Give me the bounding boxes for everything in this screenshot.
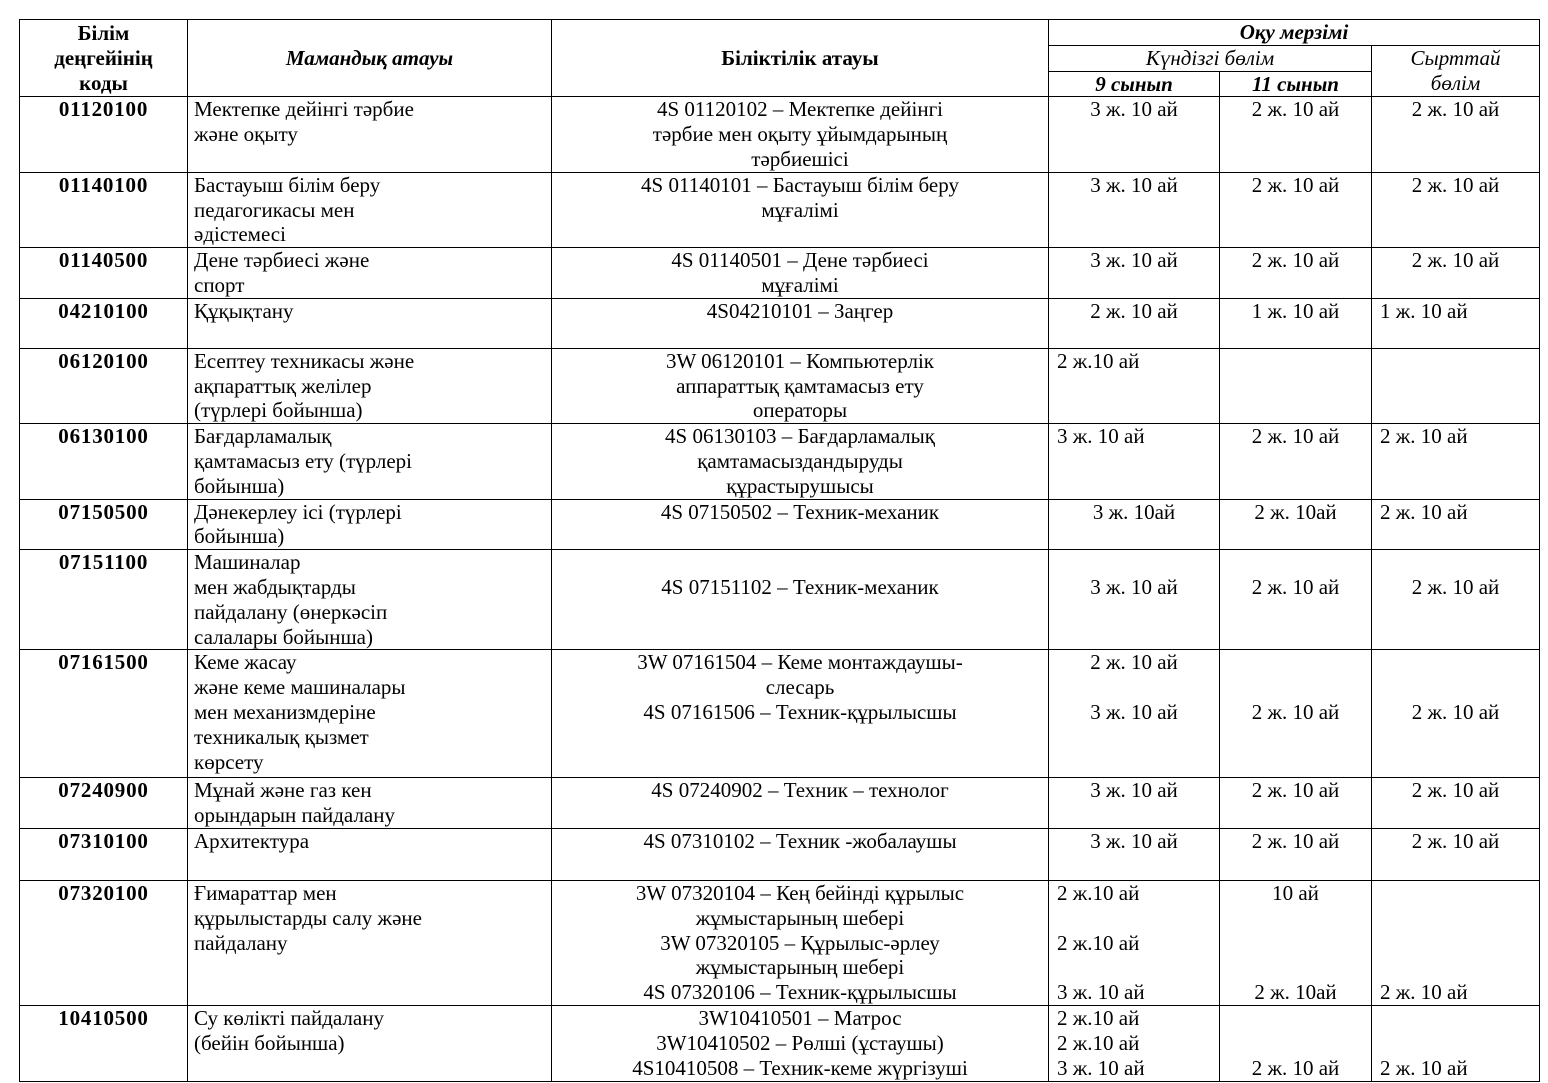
table-row	[20, 650, 1540, 778]
row-grade11-duration: 2 ж. 10 ай	[1220, 828, 1372, 880]
row-grade9-duration: 3 ж. 10 ай	[1049, 828, 1220, 880]
table-row	[20, 298, 1540, 348]
row-parttime-duration: 2 ж. 10 ай	[1372, 499, 1540, 550]
row-grade11-duration	[1220, 348, 1372, 423]
row-qualification: 4S 07150502 – Техник-механик	[552, 499, 1049, 550]
row-qualification: 3W 07320104 – Кең бейінді құрылыс жұмыстарының шебері 3W 07320105 – Құрылыс-әрлеу жұмыстарының шебері 4S 07320106 – Техник-құрылысшы	[552, 880, 1049, 1005]
row-qualification: 3W10410501 – Матрос 3W10410502 – Рөлші (ұстаушы) 4S10410508 – Техник-кеме жүргізуші	[552, 1005, 1049, 1081]
row-parttime-duration: 2 ж. 10 ай	[1372, 424, 1540, 499]
row-code: 06120100	[20, 348, 188, 423]
header-grade11: 11 сынып	[1220, 71, 1372, 97]
row-code: 01140100	[20, 172, 188, 247]
row-parttime-duration: 2 ж. 10 ай	[1372, 248, 1540, 299]
table-row	[20, 828, 1540, 880]
row-code: 07150500	[20, 499, 188, 550]
row-code: 07240900	[20, 778, 188, 829]
row-grade9-duration: 2 ж.10 ай	[1049, 348, 1220, 423]
header-code: Білім деңгейінің коды	[20, 20, 188, 97]
row-code: 07161500	[20, 650, 188, 778]
row-code: 01120100	[20, 97, 188, 172]
row-specialty: Архитектура	[188, 828, 552, 880]
row-qualification: 4S 07240902 – Техник – технолог	[552, 778, 1049, 829]
row-grade9-duration: 3 ж. 10ай	[1049, 499, 1220, 550]
row-specialty: Дәнекерлеу ісі (түрлері бойынша)	[188, 499, 552, 550]
row-parttime-duration: 2 ж. 10 ай	[1372, 1005, 1540, 1081]
row-code: 10410500	[20, 1005, 188, 1081]
row-specialty: Құқықтану	[188, 298, 552, 348]
row-specialty: Есептеу техникасы және ақпараттық желілер (түрлері бойынша)	[188, 348, 552, 423]
row-code: 07320100	[20, 880, 188, 1005]
row-grade9-duration: 3 ж. 10 ай	[1049, 97, 1220, 172]
row-code: 07151100	[20, 550, 188, 650]
header-grade9: 9 сынып	[1049, 71, 1220, 97]
row-grade11-duration: 2 ж. 10 ай	[1220, 550, 1372, 650]
row-qualification: 4S 06130103 – Бағдарламалық қамтамасыздандыруды құрастырушысы	[552, 424, 1049, 499]
row-qualification: 3W 06120101 – Компьютерлік аппараттық қамтамасыз ету операторы	[552, 348, 1049, 423]
row-specialty: Бағдарламалық қамтамасыз ету (түрлері бойынша)	[188, 424, 552, 499]
row-grade11-duration: 2 ж. 10 ай	[1220, 778, 1372, 829]
row-parttime-duration: 2 ж. 10 ай	[1372, 550, 1540, 650]
row-grade9-duration: 3 ж. 10 ай	[1049, 248, 1220, 299]
row-code: 04210100	[20, 298, 188, 348]
row-grade11-duration: 2 ж. 10 ай	[1220, 424, 1372, 499]
table-row	[20, 348, 1540, 423]
row-grade11-duration: 10 ай 2 ж. 10ай	[1220, 880, 1372, 1005]
row-specialty: Мектепке дейінгі тәрбие және оқыту	[188, 97, 552, 172]
row-parttime-duration: 2 ж. 10 ай	[1372, 828, 1540, 880]
row-specialty: Мұнай және газ кен орындарын пайдалану	[188, 778, 552, 829]
row-specialty: Бастауыш білім беру педагогикасы мен әдістемесі	[188, 172, 552, 247]
row-specialty: Машиналар мен жабдықтарды пайдалану (өнеркәсіп салалары бойынша)	[188, 550, 552, 650]
row-qualification: 4S 01140501 – Дене тәрбиесі мұғалімі	[552, 248, 1049, 299]
row-qualification: 4S04210101 – Заңгер	[552, 298, 1049, 348]
row-grade11-duration: 2 ж. 10 ай	[1220, 172, 1372, 247]
row-parttime-duration	[1372, 348, 1540, 423]
row-qualification: 4S 07151102 – Техник-механик	[552, 550, 1049, 650]
row-grade11-duration: 2 ж. 10ай	[1220, 499, 1372, 550]
row-parttime-duration: 2 ж. 10 ай	[1372, 172, 1540, 247]
specialties-table	[19, 19, 1540, 1082]
row-grade11-duration: 2 ж. 10 ай	[1220, 1005, 1372, 1081]
row-code: 07310100	[20, 828, 188, 880]
row-qualification: 4S 01120102 – Мектепке дейінгі тәрбие мен оқыту ұйымдарының тәрбиешісі	[552, 97, 1049, 172]
table-row	[20, 1005, 1540, 1081]
table-row	[20, 172, 1540, 247]
table-row	[20, 550, 1540, 650]
row-grade11-duration: 2 ж. 10 ай	[1220, 97, 1372, 172]
row-grade9-duration: 3 ж. 10 ай	[1049, 550, 1220, 650]
row-grade9-duration: 2 ж.10 ай 2 ж.10 ай 3 ж. 10 ай	[1049, 880, 1220, 1005]
row-code: 01140500	[20, 248, 188, 299]
row-grade9-duration: 3 ж. 10 ай	[1049, 172, 1220, 247]
row-specialty: Дене тәрбиесі және спорт	[188, 248, 552, 299]
row-parttime-duration: 2 ж. 10 ай	[1372, 650, 1540, 778]
table-row	[20, 97, 1540, 172]
row-grade11-duration: 2 ж. 10 ай	[1220, 248, 1372, 299]
row-grade9-duration: 2 ж.10 ай 2 ж.10 ай 3 ж. 10 ай	[1049, 1005, 1220, 1081]
header-qualification: Біліктілік атауы	[552, 20, 1049, 97]
header-specialty: Мамандық атауы	[188, 20, 552, 97]
row-grade11-duration: 2 ж. 10 ай	[1220, 650, 1372, 778]
table-row	[20, 248, 1540, 299]
row-grade9-duration: 2 ж. 10 ай 3 ж. 10 ай	[1049, 650, 1220, 778]
table-row	[20, 880, 1540, 1005]
row-code: 06130100	[20, 424, 188, 499]
row-grade9-duration: 2 ж. 10 ай	[1049, 298, 1220, 348]
row-grade9-duration: 3 ж. 10 ай	[1049, 778, 1220, 829]
row-qualification: 4S 07310102 – Техник -жобалаушы	[552, 828, 1049, 880]
row-parttime-duration: 1 ж. 10 ай	[1372, 298, 1540, 348]
row-parttime-duration: 2 ж. 10 ай	[1372, 880, 1540, 1005]
row-parttime-duration: 2 ж. 10 ай	[1372, 778, 1540, 829]
row-parttime-duration: 2 ж. 10 ай	[1372, 97, 1540, 172]
row-qualification: 4S 01140101 – Бастауыш білім беру мұғалімі	[552, 172, 1049, 247]
row-grade9-duration: 3 ж. 10 ай	[1049, 424, 1220, 499]
header-fulltime: Күндізгі бөлім	[1049, 45, 1372, 71]
header-study-period: Оқу мерзімі	[1049, 20, 1540, 46]
row-specialty: Кеме жасау және кеме машиналары мен механизмдеріне техникалық қызмет көрсету	[188, 650, 552, 778]
row-specialty: Су көлікті пайдалану (бейін бойынша)	[188, 1005, 552, 1081]
header-parttime: Сырттай бөлім	[1372, 45, 1540, 97]
row-grade11-duration: 1 ж. 10 ай	[1220, 298, 1372, 348]
row-qualification: 3W 07161504 – Кеме монтаждаушы- слесарь 4S 07161506 – Техник-құрылысшы	[552, 650, 1049, 778]
table-row	[20, 778, 1540, 829]
table-row	[20, 424, 1540, 499]
table-row	[20, 499, 1540, 550]
row-specialty: Ғимараттар мен құрылыстарды салу және пайдалану	[188, 880, 552, 1005]
